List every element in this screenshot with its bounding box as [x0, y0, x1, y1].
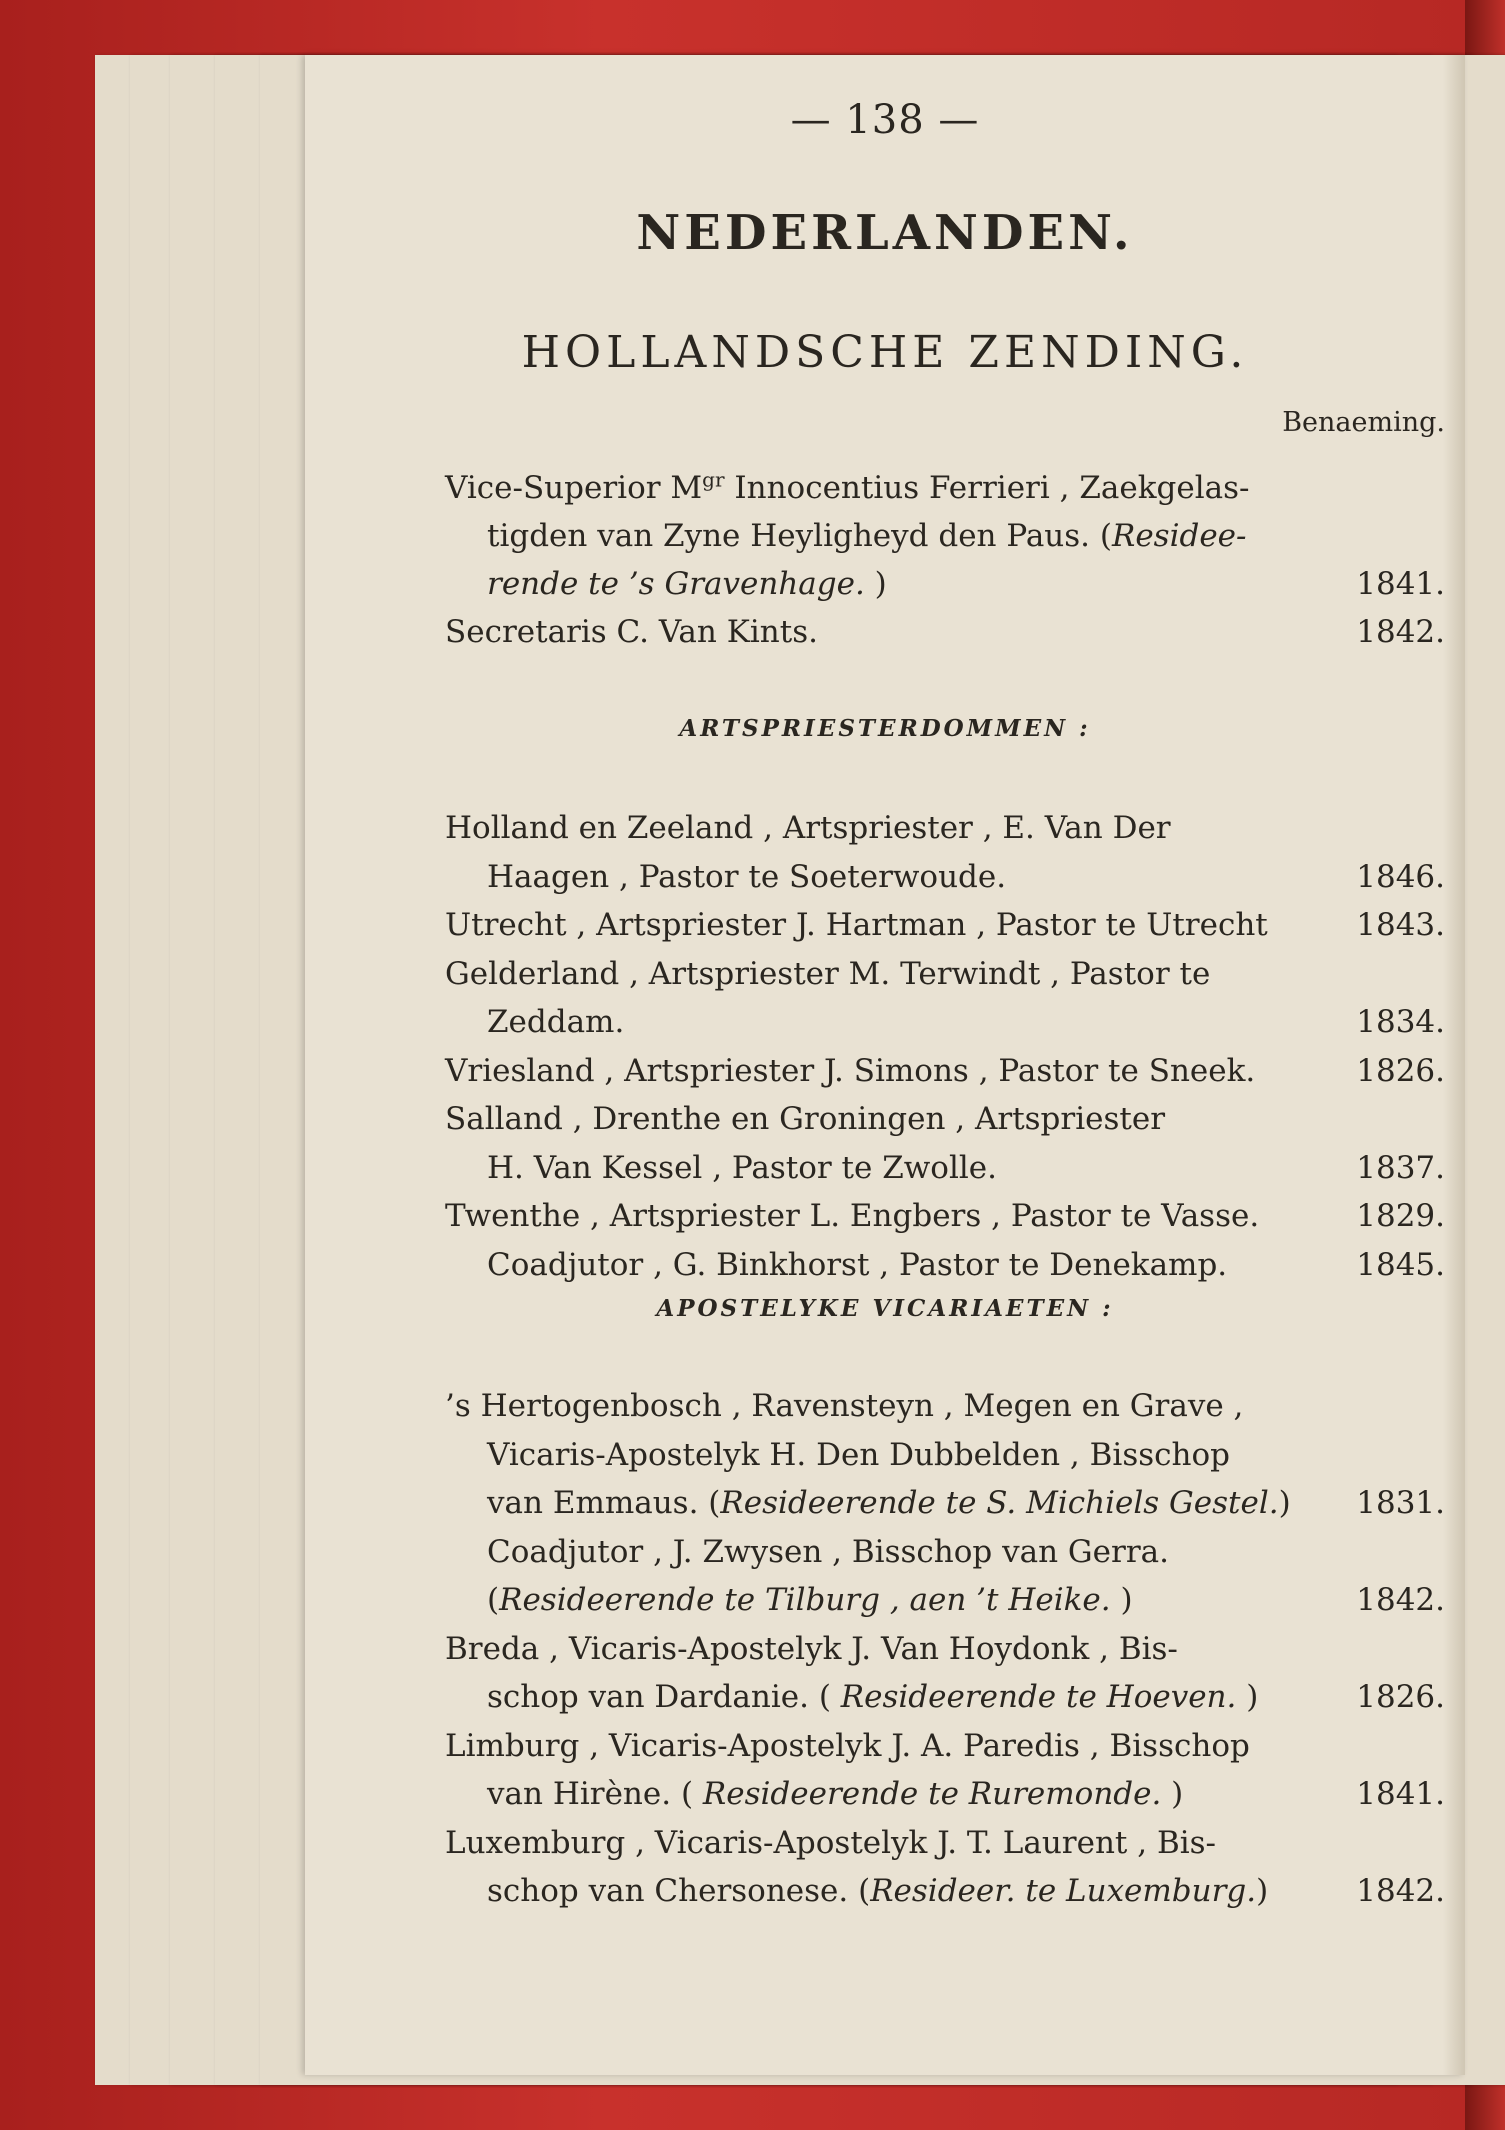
entry-line: Utrecht , Artspriester J. Hartman , Pastor te Utrecht 1843.: [445, 902, 1445, 948]
entry-year: 1826.: [1356, 1679, 1445, 1715]
page-title: NEDERLANDEN.: [636, 205, 1134, 261]
entry-line: Vriesland , Artspriester J. Simons , Pastor te Sneek. 1826.: [445, 1048, 1445, 1094]
entry-year: 1834.: [1356, 1004, 1445, 1040]
entry-line: van Hirène. ( Resideerende te Ruremonde. ) 1841.: [487, 1771, 1445, 1817]
entry-year: 1842.: [1356, 1582, 1445, 1618]
entry-year: 1846.: [1356, 858, 1445, 895]
entry-line: Luxemburg , Vicaris-Apostelyk J. T. Laurent , Bis-: [445, 1824, 1217, 1861]
page-number: — 138 —: [790, 97, 980, 143]
entry-line: Vicaris-Apostelyk H. Den Dubbelden , Bisschop: [487, 1436, 1230, 1473]
entry-year: 1841.: [1356, 566, 1445, 602]
entry-year: 1842.: [1356, 1873, 1445, 1909]
subsection-heading: APOSTELYKE VICARIAETEN :: [656, 1295, 1114, 1322]
entry-line: Holland en Zeeland , Artspriester , E. Van Der: [445, 810, 1171, 846]
entry-line: ’s Hertogenbosch , Ravensteyn , Megen en Grave ,: [445, 1388, 1244, 1424]
entry-line: (Resideerende te Tilburg , aen ’t Heike. ) 1842.: [487, 1577, 1445, 1623]
entry-line: Twenthe , Artspriester L. Engbers , Pastor te Vasse. 1829.: [445, 1193, 1445, 1239]
entry-line: Coadjutor , G. Binkhorst , Pastor te Denekamp. 1845.: [487, 1242, 1445, 1288]
entry-line: Breda , Vicaris-Apostelyk J. Van Hoydonk , Bis-: [445, 1630, 1178, 1667]
column-header: Benaeming.: [1282, 407, 1445, 438]
entry-line: H. Van Kessel , Pastor te Zwolle. 1837.: [487, 1145, 1445, 1191]
entry-line: Vice-Superior $M^{gr}$ Innocentius Ferrieri , Zaekgelas-: [445, 467, 1250, 506]
entry-line: Coadjutor , J. Zwysen , Bisschop van Gerra.: [487, 1533, 1169, 1570]
entry-year: 1845.: [1356, 1246, 1445, 1283]
entry-line: tigden van Zyne Heyligheyd den Paus. (Residee-: [487, 518, 1247, 554]
entry-line: Zeddam. 1834.: [487, 999, 1445, 1045]
entry-line: schop van Chersonese. (Resideer. te Luxemburg.) 1842.: [487, 1868, 1445, 1914]
entry-line: schop van Dardanie. ( Resideerende te Hoeven. ) 1826.: [487, 1674, 1445, 1720]
section-heading: HOLLANDSCHE ZENDING.: [521, 327, 1249, 378]
entry-line: Salland , Drenthe en Groningen , Artspriester: [445, 1101, 1166, 1137]
entry-line: Haagen , Pastor te Soeterwoude. 1846.: [487, 854, 1445, 900]
entry-year: 1842.: [1356, 614, 1445, 650]
entry-line: Secretaris C. Van Kints. 1842.: [445, 609, 1445, 655]
entry-line: rende te ’s Gravenhage. ) 1841.: [487, 561, 1445, 607]
entry-year: 1837.: [1356, 1149, 1445, 1186]
entry-year: 1829.: [1356, 1198, 1445, 1234]
entry-line: Limburg , Vicaris-Apostelyk J. A. Paredis , Bisschop: [445, 1727, 1250, 1764]
book-page: [305, 55, 1465, 2075]
entry-year: 1831.: [1356, 1485, 1445, 1521]
entry-year: 1843.: [1356, 907, 1445, 943]
entry-line: Gelderland , Artspriester M. Terwindt , Pastor te: [445, 955, 1211, 992]
entry-line: van Emmaus. (Resideerende te S. Michiels Gestel.) 1831.: [487, 1480, 1445, 1526]
entry-year: 1826.: [1356, 1052, 1445, 1089]
subsection-heading: ARTSPRIESTERDOMMEN :: [679, 715, 1091, 742]
entry-year: 1841.: [1356, 1776, 1445, 1812]
